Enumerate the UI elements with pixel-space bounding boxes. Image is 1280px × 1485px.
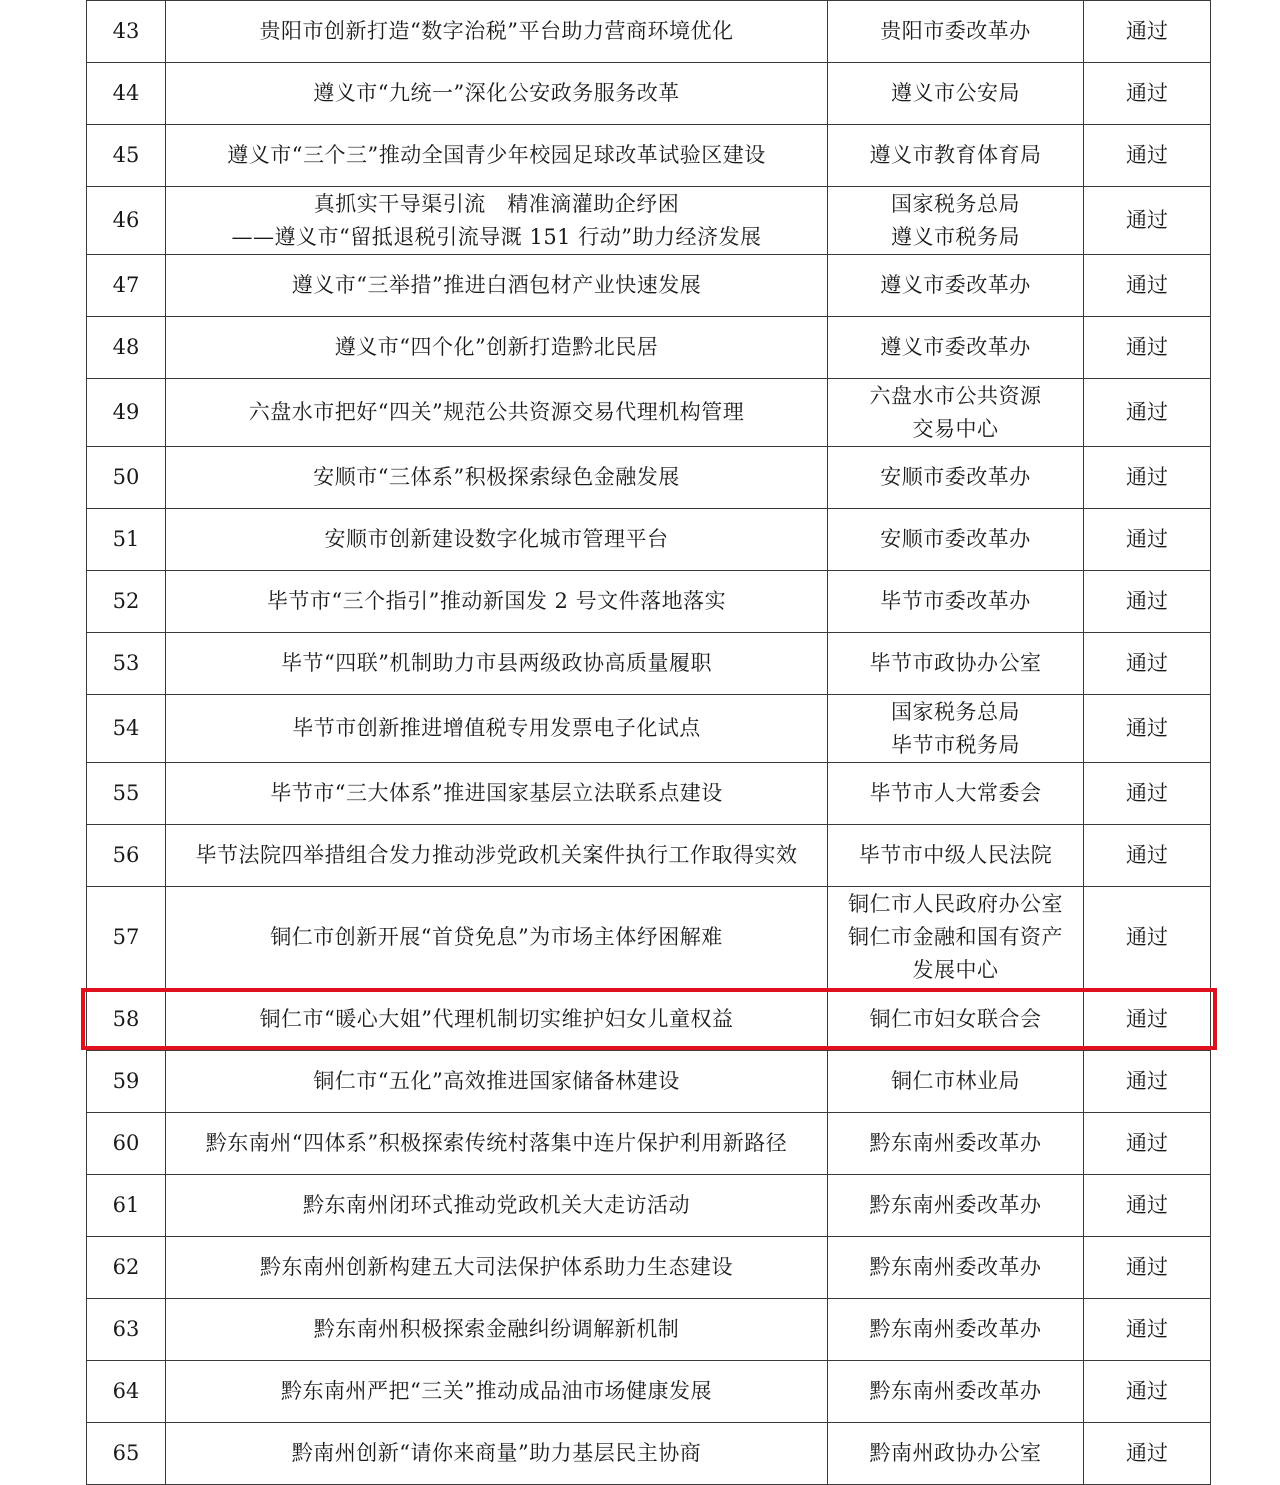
submitting-unit-cell: [828, 763, 1084, 825]
case-title-cell: [166, 1299, 828, 1361]
case-title: 安顺市创新建设数字化城市管理平台: [324, 527, 669, 551]
submitting-unit: 六盘水市公共资源: [869, 383, 1042, 408]
table-row: [87, 1175, 1211, 1237]
submitting-unit-cell: [828, 1051, 1084, 1113]
review-result: 通过: [1084, 1, 1211, 63]
review-result: 通过: [1084, 1051, 1211, 1113]
row-number: 50: [87, 447, 166, 509]
row-number: 43: [87, 1, 166, 63]
review-result: 通过: [1084, 571, 1211, 633]
case-title: 毕节市创新推进增值税专用发票电子化试点: [292, 716, 701, 740]
submitting-unit: 铜仁市妇女联合会: [869, 1007, 1042, 1031]
case-title: 遵义市“九统一”深化公安政务服务改革: [313, 81, 680, 105]
case-title-cell: [166, 763, 828, 825]
submitting-unit: 毕节市税务局: [891, 732, 1020, 757]
table-row: [87, 1423, 1211, 1485]
table-row: [87, 255, 1211, 317]
table-row: [87, 825, 1211, 887]
case-title-cell: [166, 447, 828, 509]
table-row: [87, 1237, 1211, 1299]
submitting-unit-cell: [828, 989, 1084, 1051]
case-title: 黔南州创新“请你来商量”助力基层民主协商: [291, 1441, 702, 1465]
row-number: 56: [87, 825, 166, 887]
case-title-cell: [166, 255, 828, 317]
review-result: 通过: [1084, 255, 1211, 317]
submitting-unit: 遵义市委改革办: [880, 335, 1031, 359]
submitting-unit-cell: [828, 125, 1084, 187]
row-number: 46: [87, 187, 166, 255]
submitting-unit: 黔东南州委改革办: [869, 1131, 1042, 1155]
case-title: 毕节法院四举措组合发力推动涉党政机关案件执行工作取得实效: [195, 843, 798, 867]
submitting-unit-cell: [828, 571, 1084, 633]
submitting-unit: 遵义市税务局: [891, 224, 1020, 249]
row-number: 47: [87, 255, 166, 317]
case-title-cell: [166, 509, 828, 571]
case-title-cell: [166, 1237, 828, 1299]
submitting-unit: 国家税务总局: [891, 699, 1020, 724]
review-result: 通过: [1084, 379, 1211, 447]
review-result: 通过: [1084, 633, 1211, 695]
review-result: 通过: [1084, 1299, 1211, 1361]
row-number: 48: [87, 317, 166, 379]
case-title: 黔东南州严把“三关”推动成品油市场健康发展: [281, 1379, 712, 1403]
submitting-unit: 毕节市中级人民法院: [858, 843, 1053, 867]
case-title: 贵阳市创新打造“数字治税”平台助力营商环境优化: [259, 19, 734, 43]
row-number: 55: [87, 763, 166, 825]
submitting-unit-cell: [828, 825, 1084, 887]
review-result: 通过: [1084, 63, 1211, 125]
submitting-unit: 安顺市委改革办: [880, 527, 1031, 551]
table-row: [87, 63, 1211, 125]
review-result: 通过: [1084, 989, 1211, 1051]
case-title: 铜仁市“暖心大姐”代理机制切实维护妇女儿童权益: [259, 1007, 734, 1031]
review-result: 通过: [1084, 695, 1211, 763]
row-number: 53: [87, 633, 166, 695]
review-result: 通过: [1084, 825, 1211, 887]
submitting-unit: 交易中心: [912, 416, 999, 441]
case-title-cell: [166, 379, 828, 447]
submitting-unit: 铜仁市金融和国有资产: [848, 925, 1063, 949]
row-number: 65: [87, 1423, 166, 1485]
table-row: [87, 1, 1211, 63]
submitting-unit: 铜仁市人民政府办公室: [848, 892, 1063, 916]
review-result: 通过: [1084, 1113, 1211, 1175]
case-title-cell: [166, 825, 828, 887]
table-row: [87, 633, 1211, 695]
submitting-unit: 毕节市人大常委会: [869, 781, 1042, 805]
submitting-unit: 贵阳市委改革办: [880, 19, 1031, 43]
case-title-cell: [166, 695, 828, 763]
submitting-unit: 遵义市公安局: [891, 81, 1020, 105]
submitting-unit: 遵义市委改革办: [880, 273, 1031, 297]
row-number: 64: [87, 1361, 166, 1423]
submitting-unit: 黔东南州委改革办: [869, 1255, 1042, 1279]
case-title: 黔东南州积极探索金融纠纷调解新机制: [313, 1317, 680, 1341]
case-title: 黔东南州“四体系”积极探索传统村落集中连片保护利用新路径: [205, 1131, 788, 1155]
table-row: [87, 1113, 1211, 1175]
case-title-cell: [166, 1113, 828, 1175]
table-row: [87, 887, 1211, 989]
submitting-unit-cell: [828, 1237, 1084, 1299]
review-result: 通过: [1084, 125, 1211, 187]
submitting-unit: 黔东南州委改革办: [869, 1193, 1042, 1217]
review-result: 通过: [1084, 1237, 1211, 1299]
case-title: 安顺市“三体系”积极探索绿色金融发展: [313, 465, 680, 489]
table-row: [87, 763, 1211, 825]
case-title-cell: [166, 1175, 828, 1237]
submitting-unit: 铜仁市林业局: [891, 1069, 1020, 1093]
row-number: 52: [87, 571, 166, 633]
submitting-unit-cell: [828, 695, 1084, 763]
case-title: 黔东南州闭环式推动党政机关大走访活动: [303, 1193, 690, 1217]
submitting-unit-cell: [828, 1113, 1084, 1175]
submitting-unit-cell: [828, 509, 1084, 571]
case-title: 黔东南州创新构建五大司法保护体系助力生态建设: [260, 1255, 733, 1279]
review-result: 通过: [1084, 1423, 1211, 1485]
row-number: 45: [87, 125, 166, 187]
submitting-unit-cell: [828, 317, 1084, 379]
submitting-unit: 黔南州政协办公室: [869, 1441, 1042, 1465]
submitting-unit-cell: [828, 887, 1084, 989]
submitting-unit-cell: [828, 1423, 1084, 1485]
table-row: [87, 1051, 1211, 1113]
case-title-cell: [166, 887, 828, 989]
case-title-cell: [166, 633, 828, 695]
submitting-unit-cell: [828, 1361, 1084, 1423]
case-title-cell: [166, 1423, 828, 1485]
review-result: 通过: [1084, 887, 1211, 989]
case-title: 铜仁市“五化”高效推进国家储备林建设: [313, 1069, 680, 1093]
case-title-cell: [166, 1051, 828, 1113]
row-number: 51: [87, 509, 166, 571]
review-result: 通过: [1084, 447, 1211, 509]
case-title-cell: [166, 125, 828, 187]
case-title: 遵义市“四个化”创新打造黔北民居: [334, 335, 659, 359]
review-result: 通过: [1084, 187, 1211, 255]
case-title: 真抓实干导渠引流 精准滴灌助企纾困: [313, 191, 680, 216]
case-title: 遵义市“三举措”推进白酒包材产业快速发展: [291, 273, 702, 297]
submitting-unit: 国家税务总局: [891, 191, 1020, 216]
table-row: [87, 571, 1211, 633]
table-row: [87, 695, 1211, 763]
case-title: 毕节“四联”机制助力市县两级政协高质量履职: [281, 651, 712, 675]
row-number: 57: [87, 887, 166, 989]
submitting-unit-cell: [828, 63, 1084, 125]
submitting-unit: 毕节市委改革办: [880, 589, 1031, 613]
row-number: 63: [87, 1299, 166, 1361]
table-row: [87, 187, 1211, 255]
review-result: 通过: [1084, 317, 1211, 379]
submitting-unit-cell: [828, 1175, 1084, 1237]
row-number: 54: [87, 695, 166, 763]
case-title: ——遵义市“留抵退税引流导溉 151 行动”助力经济发展: [231, 224, 762, 249]
row-number: 62: [87, 1237, 166, 1299]
submitting-unit: 遵义市教育体育局: [869, 143, 1042, 167]
case-title-cell: [166, 571, 828, 633]
table-body: [87, 1, 1211, 1485]
table-row: [87, 379, 1211, 447]
row-number: 49: [87, 379, 166, 447]
case-title: 遵义市“三个三”推动全国青少年校园足球改革试验区建设: [227, 143, 766, 167]
case-title-cell: [166, 63, 828, 125]
case-title: 六盘水市把好“四关”规范公共资源交易代理机构管理: [248, 400, 745, 424]
case-title: 毕节市“三大体系”推进国家基层立法联系点建设: [270, 781, 723, 805]
submitting-unit: 黔东南州委改革办: [869, 1317, 1042, 1341]
submitting-unit: 安顺市委改革办: [880, 465, 1031, 489]
submitting-unit-cell: [828, 255, 1084, 317]
review-result: 通过: [1084, 1361, 1211, 1423]
table-row: [87, 1299, 1211, 1361]
submitting-unit-cell: [828, 633, 1084, 695]
submitting-unit-cell: [828, 1, 1084, 63]
submitting-unit-cell: [828, 447, 1084, 509]
table-row: [87, 447, 1211, 509]
submitting-unit: 毕节市政协办公室: [869, 651, 1042, 675]
row-number: 61: [87, 1175, 166, 1237]
submitting-unit-cell: [828, 1299, 1084, 1361]
case-title: 铜仁市创新开展“首贷免息”为市场主体纾困解难: [270, 925, 723, 949]
case-title-cell: [166, 989, 828, 1051]
case-title-cell: [166, 1361, 828, 1423]
submitting-unit: 发展中心: [912, 958, 999, 982]
results-table: [86, 0, 1211, 1485]
submitting-unit: 黔东南州委改革办: [869, 1379, 1042, 1403]
table-row: [87, 317, 1211, 379]
row-number: 59: [87, 1051, 166, 1113]
table-row: [87, 989, 1211, 1051]
review-result: 通过: [1084, 1175, 1211, 1237]
case-title: 毕节市“三个指引”推动新国发 2 号文件落地落实: [266, 589, 727, 613]
case-title-cell: [166, 317, 828, 379]
table-row: [87, 125, 1211, 187]
submitting-unit-cell: [828, 187, 1084, 255]
table-row: [87, 509, 1211, 571]
row-number: 58: [87, 989, 166, 1051]
case-title-cell: [166, 187, 828, 255]
row-number: 44: [87, 63, 166, 125]
case-title-cell: [166, 1, 828, 63]
row-number: 60: [87, 1113, 166, 1175]
review-result: 通过: [1084, 509, 1211, 571]
submitting-unit-cell: [828, 379, 1084, 447]
table-row: [87, 1361, 1211, 1423]
review-result: 通过: [1084, 763, 1211, 825]
